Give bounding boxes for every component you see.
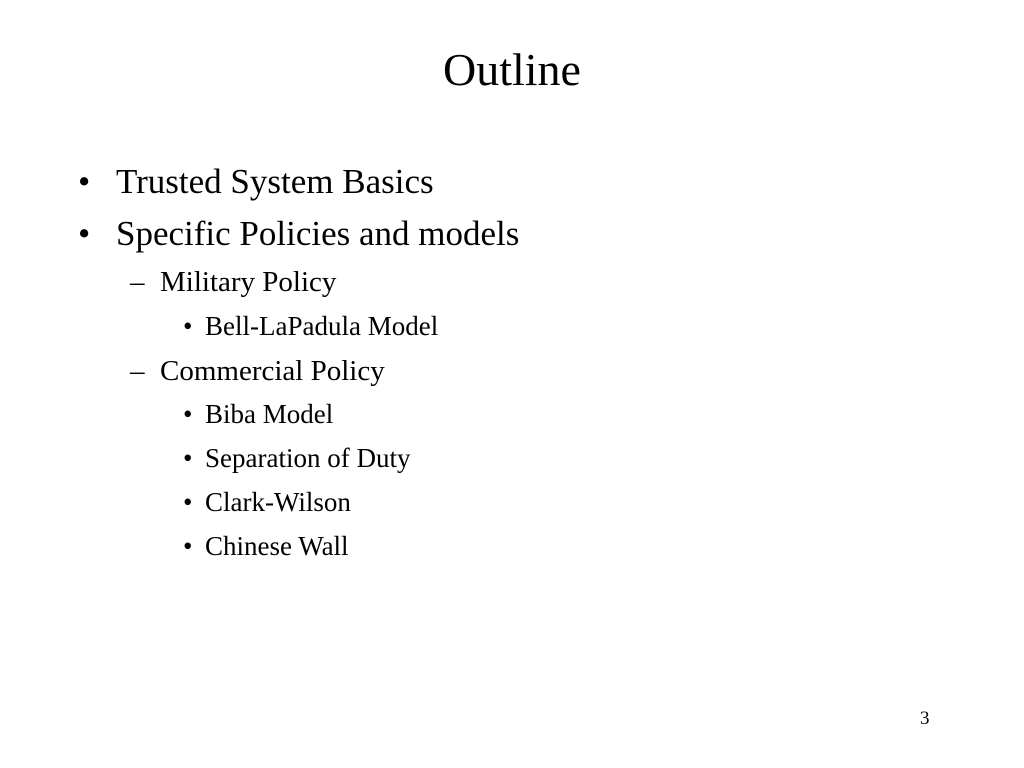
- bullet-icon: •: [183, 487, 193, 517]
- page-number: 3: [920, 708, 930, 729]
- outline-item-label: Chinese Wall: [205, 531, 349, 561]
- outline-subitem-commercial-policy: [130, 354, 385, 388]
- outline-item-label: Biba Model: [205, 399, 334, 429]
- outline-item-trusted-system-basics: [78, 162, 434, 202]
- bullet-icon: •: [183, 443, 193, 473]
- outline-subsubitem-separation-of-duty: [183, 442, 411, 474]
- outline-item-label: Specific Policies and models: [116, 214, 520, 253]
- outline-subsubitem-bell-lapadula: [183, 310, 439, 342]
- bullet-icon: •: [78, 214, 91, 253]
- bullet-icon: •: [183, 311, 193, 341]
- bullet-icon: •: [183, 531, 193, 561]
- outline-item-label: Trusted System Basics: [116, 162, 434, 201]
- slide-title: Outline: [443, 44, 581, 95]
- outline-subsubitem-biba-model: [183, 398, 334, 430]
- outline-subsubitem-chinese-wall: [183, 530, 349, 562]
- bullet-icon: •: [78, 162, 91, 201]
- outline-item-specific-policies: [78, 214, 520, 254]
- outline-subitem-military-policy: [130, 265, 337, 299]
- dash-icon: –: [130, 355, 145, 387]
- outline-subsubitem-clark-wilson: [183, 486, 351, 518]
- outline-item-label: Military Policy: [160, 266, 337, 298]
- bullet-icon: •: [183, 399, 193, 429]
- outline-item-label: Commercial Policy: [160, 355, 385, 387]
- outline-item-label: Bell-LaPadula Model: [205, 311, 439, 341]
- outline-item-label: Separation of Duty: [205, 443, 411, 473]
- outline-item-label: Clark-Wilson: [205, 487, 351, 517]
- dash-icon: –: [130, 266, 145, 298]
